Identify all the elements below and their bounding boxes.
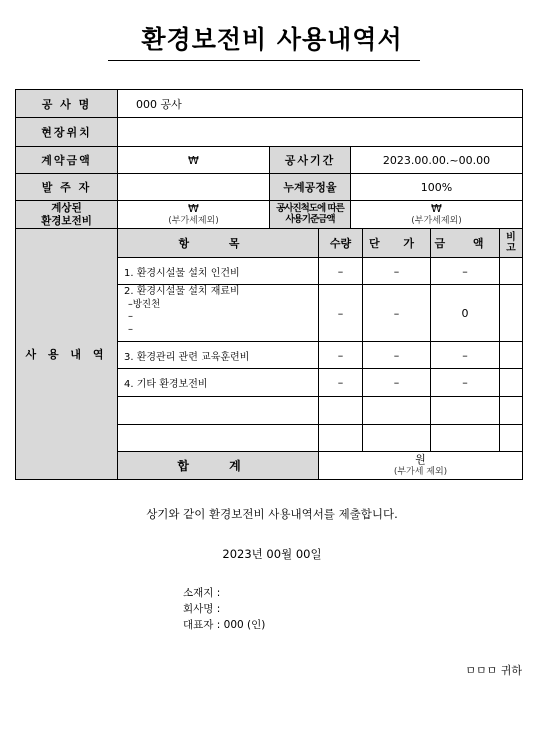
document-title: 환경보전비 사용내역서: [141, 25, 403, 54]
item-4-amount[interactable]: –: [462, 376, 468, 389]
header-note-line1: 비: [506, 231, 516, 243]
client-label: 발 주 자: [16, 174, 117, 200]
usage-section-label: 사 용 내 역: [16, 229, 117, 479]
item-2-amount[interactable]: 0: [461, 306, 469, 320]
item-2-sub-1: –방진천: [128, 298, 161, 310]
standard-amount-cell[interactable]: [351, 201, 522, 228]
site-location-value[interactable]: [130, 118, 520, 146]
item-3-name: 3. 환경관리 관련 교육훈련비: [124, 351, 250, 363]
item-3-qty[interactable]: –: [337, 348, 344, 362]
title-underline: [108, 60, 420, 61]
recipient: ㅁㅁㅁ 귀하: [465, 664, 522, 677]
item-2-sub-2: –: [128, 311, 133, 322]
construction-period-value[interactable]: 2023.00.00.~00.00: [382, 153, 491, 167]
item-2-cell: [118, 285, 318, 341]
header-note-line2: 고: [506, 243, 516, 254]
item-1-amount[interactable]: –: [462, 264, 468, 278]
header-unit-price: 단 가: [368, 237, 425, 250]
total-note: (부가세 제외): [393, 466, 448, 477]
budget-label-line1: 계상된: [51, 202, 82, 215]
header-note: [500, 229, 522, 257]
item-2-qty[interactable]: –: [337, 306, 344, 320]
document-date: 2023년 00월 00일: [222, 547, 322, 561]
standard-label-line2: 사용기준금액: [285, 213, 335, 225]
item-2-name: 2. 환경시설물 설치 재료비: [124, 286, 240, 297]
empty-row-2[interactable]: [118, 425, 522, 451]
client-value[interactable]: [118, 174, 269, 200]
item-3-unit[interactable]: –: [393, 348, 400, 362]
budget-value: ₩: [188, 202, 199, 215]
item-1-name: 1. 환경시설물 설치 인건비: [124, 267, 240, 279]
total-label: 합 계: [177, 459, 259, 473]
representative-line: 대표자 : 000 (인): [183, 619, 266, 631]
site-location-label: 현장위치: [16, 118, 117, 146]
contract-amount-value[interactable]: ₩: [188, 153, 199, 167]
standard-note: (부가세제외): [411, 215, 462, 226]
construction-period-label: 공사기간: [270, 147, 350, 173]
cumulative-progress-value[interactable]: 100%: [420, 180, 453, 194]
company-line: 회사명 :: [183, 603, 221, 615]
empty-row-1[interactable]: [118, 397, 522, 424]
standard-value: ₩: [431, 202, 442, 215]
budget-label-line2: 환경보전비: [41, 214, 92, 227]
budget-note: (부가세제외): [168, 215, 219, 226]
item-4-qty[interactable]: –: [337, 376, 344, 389]
header-item: 항 목: [178, 237, 258, 250]
budget-value-cell[interactable]: [118, 201, 269, 228]
item-1-qty[interactable]: –: [337, 264, 344, 278]
item-2-unit[interactable]: –: [393, 306, 400, 320]
header-amount: 금 액: [434, 237, 496, 250]
header-quantity: 수량: [329, 237, 352, 250]
total-value-cell[interactable]: [319, 452, 522, 479]
item-4-unit[interactable]: –: [393, 376, 400, 389]
project-name-label: 공 사 명: [16, 90, 117, 117]
item-4-name: 4. 기타 환경보전비: [124, 379, 208, 390]
address-line: 소재지 :: [183, 587, 221, 599]
submission-statement: 상기와 같이 환경보전비 사용내역서를 제출합니다.: [146, 507, 398, 521]
budget-label: [16, 201, 117, 228]
standard-label-line1: 공사진척도에 따른: [276, 202, 344, 214]
total-value: 원: [415, 453, 426, 466]
item-1-unit[interactable]: –: [393, 264, 400, 278]
project-name-value[interactable]: 000 공사: [136, 97, 182, 111]
item-2-sub-3: –: [128, 323, 133, 335]
item-3-amount[interactable]: –: [462, 348, 468, 362]
standard-amount-label: [270, 201, 350, 228]
cumulative-progress-label: 누계공정율: [270, 174, 350, 200]
contract-amount-label: 계약금액: [16, 147, 117, 173]
